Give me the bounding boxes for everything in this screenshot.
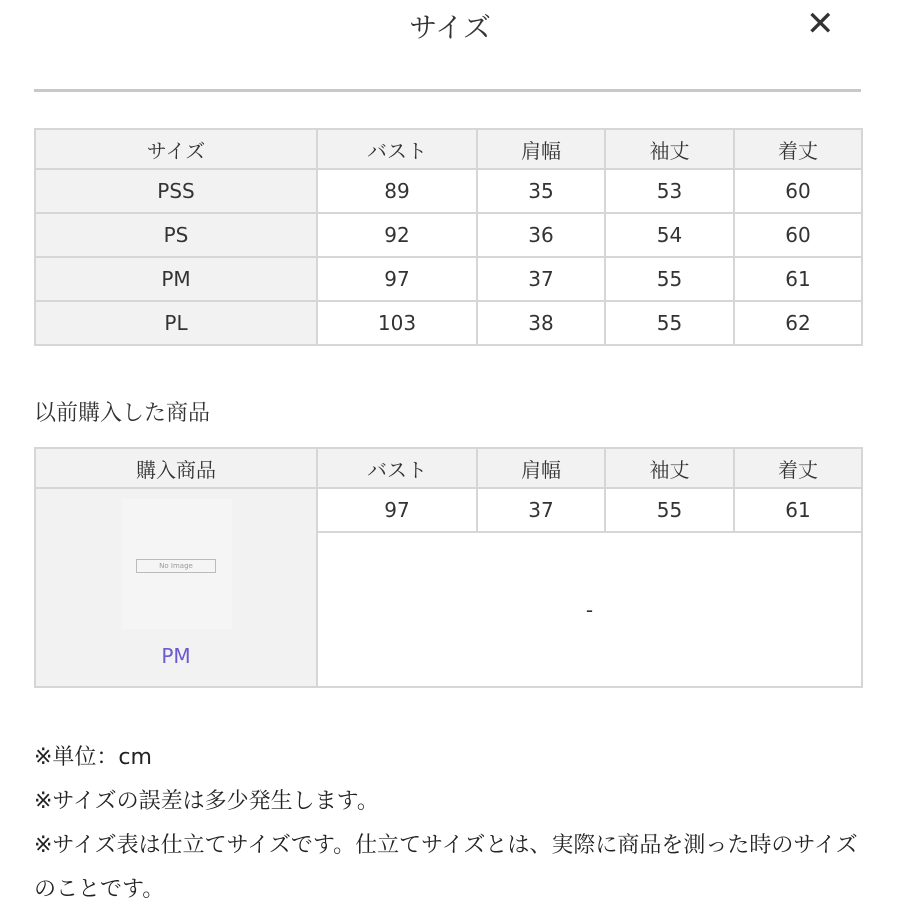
table-row bbox=[35, 301, 862, 345]
cell: 38 bbox=[477, 301, 605, 345]
section-title: 以前購入した商品 bbox=[34, 401, 211, 426]
table-header-row bbox=[35, 448, 862, 488]
cell: 53 bbox=[605, 169, 734, 213]
size-label-cell: PM bbox=[35, 257, 317, 301]
header-cell: 袖丈 bbox=[605, 129, 734, 169]
product-image bbox=[122, 499, 232, 629]
cell: 35 bbox=[477, 169, 605, 213]
note-line: ※サイズ表は仕立てサイズです。仕立てサイズとは、実際に商品を測った時のサイズのことです。 bbox=[34, 833, 858, 902]
table-row bbox=[35, 257, 862, 301]
cell: 92 bbox=[317, 213, 477, 257]
header-cell: 着丈 bbox=[734, 129, 862, 169]
note-line: ※サイズの誤差は多少発生します。 bbox=[34, 789, 379, 814]
cell: 36 bbox=[477, 213, 605, 257]
notes bbox=[34, 736, 874, 912]
divider bbox=[34, 89, 861, 92]
no-image-placeholder: No Image bbox=[136, 559, 216, 573]
size-table bbox=[34, 128, 863, 346]
header-cell: サイズ bbox=[35, 129, 317, 169]
header-cell: 肩幅 bbox=[477, 129, 605, 169]
note-line: ※単位：cm bbox=[34, 745, 152, 770]
table-row bbox=[35, 213, 862, 257]
purchased-table bbox=[34, 447, 863, 688]
table-row bbox=[35, 488, 862, 532]
cell: 97 bbox=[317, 257, 477, 301]
cell: 37 bbox=[477, 257, 605, 301]
note-cell: - bbox=[317, 532, 862, 687]
cell: 89 bbox=[317, 169, 477, 213]
cell: 97 bbox=[317, 488, 477, 532]
cell: 54 bbox=[605, 213, 734, 257]
size-label-cell: PSS bbox=[35, 169, 317, 213]
cell: 37 bbox=[477, 488, 605, 532]
cell: 62 bbox=[734, 301, 862, 345]
close-icon[interactable]: ✕ bbox=[806, 4, 835, 44]
size-label-cell: PL bbox=[35, 301, 317, 345]
cell: 103 bbox=[317, 301, 477, 345]
cell: 61 bbox=[734, 257, 862, 301]
header-cell: バスト bbox=[317, 129, 477, 169]
page-title: サイズ bbox=[409, 11, 491, 44]
cell: 55 bbox=[605, 257, 734, 301]
cell: 60 bbox=[734, 213, 862, 257]
header-cell: 肩幅 bbox=[477, 448, 605, 488]
header-cell: 着丈 bbox=[734, 448, 862, 488]
cell: 61 bbox=[734, 488, 862, 532]
size-label-cell: PS bbox=[35, 213, 317, 257]
cell: 55 bbox=[605, 301, 734, 345]
cell: 60 bbox=[734, 169, 862, 213]
table-header-row bbox=[35, 129, 862, 169]
header-cell: バスト bbox=[317, 448, 477, 488]
cell: 55 bbox=[605, 488, 734, 532]
table-row bbox=[35, 169, 862, 213]
product-cell[interactable] bbox=[35, 488, 317, 687]
header-cell: 袖丈 bbox=[605, 448, 734, 488]
product-size-link[interactable]: PM bbox=[161, 644, 191, 668]
header-cell: 購入商品 bbox=[35, 448, 317, 488]
